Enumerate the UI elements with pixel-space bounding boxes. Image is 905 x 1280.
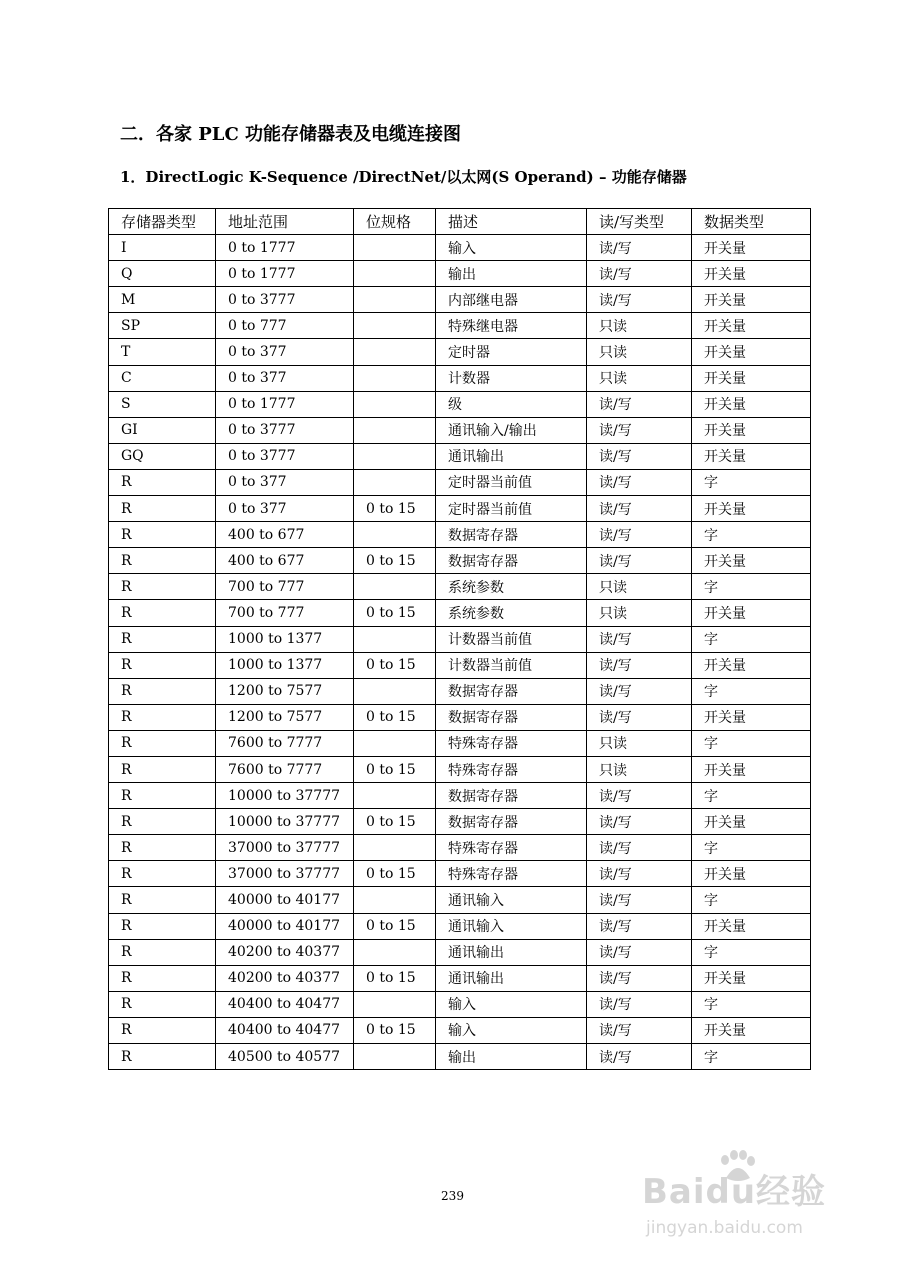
cell-rw-type: 读/写 xyxy=(587,548,692,574)
cell-bit-spec: 0 to 15 xyxy=(354,913,436,939)
table-body xyxy=(109,235,811,1070)
cell-description: 特殊寄存器 xyxy=(436,756,587,782)
cell-data-type: 字 xyxy=(692,1044,811,1070)
cell-bit-spec xyxy=(354,443,436,469)
cell-memory-type: SP xyxy=(109,313,216,339)
cell-data-type: 字 xyxy=(692,730,811,756)
header-address-range: 地址范围 xyxy=(216,209,354,235)
cell-bit-spec: 0 to 15 xyxy=(354,756,436,782)
table-row xyxy=(109,965,811,991)
cell-rw-type: 读/写 xyxy=(587,861,692,887)
cell-data-type: 开关量 xyxy=(692,261,811,287)
cell-data-type: 开关量 xyxy=(692,756,811,782)
cell-description: 计数器当前值 xyxy=(436,626,587,652)
cell-data-type: 开关量 xyxy=(692,235,811,261)
cell-description: 特殊继电器 xyxy=(436,313,587,339)
cell-data-type: 字 xyxy=(692,939,811,965)
cell-data-type: 开关量 xyxy=(692,417,811,443)
table-row xyxy=(109,756,811,782)
table-row xyxy=(109,991,811,1017)
cell-bit-spec xyxy=(354,365,436,391)
cell-description: 输出 xyxy=(436,261,587,287)
cell-bit-spec xyxy=(354,887,436,913)
cell-description: 通讯输入 xyxy=(436,887,587,913)
cell-bit-spec xyxy=(354,522,436,548)
cell-bit-spec: 0 to 15 xyxy=(354,704,436,730)
cell-rw-type: 只读 xyxy=(587,600,692,626)
cell-description: 定时器当前值 xyxy=(436,496,587,522)
cell-memory-type: R xyxy=(109,991,216,1017)
cell-description: 特殊寄存器 xyxy=(436,730,587,756)
cell-description: 定时器当前值 xyxy=(436,469,587,495)
table-row xyxy=(109,287,811,313)
table-row xyxy=(109,522,811,548)
cell-description: 通讯输出 xyxy=(436,939,587,965)
cell-description: 计数器 xyxy=(436,365,587,391)
table-row xyxy=(109,313,811,339)
cell-rw-type: 读/写 xyxy=(587,887,692,913)
table-row xyxy=(109,835,811,861)
cell-memory-type: R xyxy=(109,730,216,756)
memory-table xyxy=(108,208,811,1070)
cell-rw-type: 读/写 xyxy=(587,965,692,991)
cell-bit-spec: 0 to 15 xyxy=(354,809,436,835)
cell-rw-type: 读/写 xyxy=(587,939,692,965)
cell-data-type: 开关量 xyxy=(692,704,811,730)
cell-bit-spec xyxy=(354,417,436,443)
cell-description: 通讯输入/输出 xyxy=(436,417,587,443)
cell-memory-type: R xyxy=(109,1044,216,1070)
cell-memory-type: R xyxy=(109,809,216,835)
table-row xyxy=(109,235,811,261)
cell-description: 定时器 xyxy=(436,339,587,365)
cell-bit-spec xyxy=(354,261,436,287)
cell-bit-spec xyxy=(354,469,436,495)
cell-memory-type: R xyxy=(109,626,216,652)
cell-bit-spec xyxy=(354,783,436,809)
cell-memory-type: R xyxy=(109,887,216,913)
table-row xyxy=(109,365,811,391)
cell-bit-spec xyxy=(354,287,436,313)
cell-memory-type: GQ xyxy=(109,443,216,469)
cell-data-type: 字 xyxy=(692,626,811,652)
table-row xyxy=(109,730,811,756)
cell-bit-spec xyxy=(354,574,436,600)
cell-bit-spec xyxy=(354,391,436,417)
cell-address-range: 0 to 777 xyxy=(216,313,354,339)
watermark-logo-text: Baidu经验 xyxy=(642,1172,827,1212)
cell-rw-type: 读/写 xyxy=(587,522,692,548)
cell-rw-type: 读/写 xyxy=(587,835,692,861)
cell-data-type: 开关量 xyxy=(692,809,811,835)
cell-bit-spec: 0 to 15 xyxy=(354,600,436,626)
cell-bit-spec: 0 to 15 xyxy=(354,861,436,887)
cell-data-type: 字 xyxy=(692,887,811,913)
subsection-heading: 1．DirectLogic K-Sequence /DirectNet/以太网(S Operand) – 功能存储器 xyxy=(120,168,687,186)
cell-address-range: 700 to 777 xyxy=(216,600,354,626)
cell-rw-type: 只读 xyxy=(587,339,692,365)
cell-address-range: 40200 to 40377 xyxy=(216,965,354,991)
cell-rw-type: 只读 xyxy=(587,730,692,756)
cell-address-range: 1200 to 7577 xyxy=(216,704,354,730)
cell-memory-type: R xyxy=(109,783,216,809)
cell-data-type: 开关量 xyxy=(692,391,811,417)
cell-address-range: 0 to 377 xyxy=(216,496,354,522)
cell-address-range: 40000 to 40177 xyxy=(216,913,354,939)
table-row xyxy=(109,443,811,469)
cell-data-type: 字 xyxy=(692,469,811,495)
cell-description: 数据寄存器 xyxy=(436,548,587,574)
cell-memory-type: R xyxy=(109,835,216,861)
cell-description: 特殊寄存器 xyxy=(436,861,587,887)
cell-address-range: 1000 to 1377 xyxy=(216,626,354,652)
cell-memory-type: R xyxy=(109,522,216,548)
cell-rw-type: 读/写 xyxy=(587,1017,692,1043)
cell-address-range: 0 to 377 xyxy=(216,469,354,495)
cell-address-range: 40400 to 40477 xyxy=(216,1017,354,1043)
cell-address-range: 7600 to 7777 xyxy=(216,756,354,782)
table-row xyxy=(109,469,811,495)
cell-rw-type: 读/写 xyxy=(587,287,692,313)
table-header-row xyxy=(109,209,811,235)
header-rw-type: 读/写类型 xyxy=(587,209,692,235)
cell-memory-type: R xyxy=(109,861,216,887)
cell-bit-spec xyxy=(354,991,436,1017)
cell-data-type: 开关量 xyxy=(692,339,811,365)
baidu-watermark xyxy=(642,1150,882,1260)
cell-data-type: 字 xyxy=(692,522,811,548)
cell-memory-type: R xyxy=(109,913,216,939)
cell-data-type: 字 xyxy=(692,678,811,704)
cell-description: 系统参数 xyxy=(436,600,587,626)
cell-memory-type: R xyxy=(109,574,216,600)
cell-rw-type: 读/写 xyxy=(587,496,692,522)
cell-data-type: 开关量 xyxy=(692,548,811,574)
cell-address-range: 10000 to 37777 xyxy=(216,809,354,835)
cell-memory-type: R xyxy=(109,600,216,626)
cell-description: 数据寄存器 xyxy=(436,809,587,835)
cell-data-type: 开关量 xyxy=(692,1017,811,1043)
cell-bit-spec: 0 to 15 xyxy=(354,965,436,991)
cell-address-range: 10000 to 37777 xyxy=(216,783,354,809)
cell-data-type: 字 xyxy=(692,835,811,861)
cell-data-type: 开关量 xyxy=(692,287,811,313)
table-row xyxy=(109,1044,811,1070)
cell-rw-type: 读/写 xyxy=(587,809,692,835)
table-row xyxy=(109,783,811,809)
cell-rw-type: 读/写 xyxy=(587,469,692,495)
cell-rw-type: 读/写 xyxy=(587,783,692,809)
cell-description: 通讯输入 xyxy=(436,913,587,939)
cell-rw-type: 读/写 xyxy=(587,1044,692,1070)
cell-memory-type: R xyxy=(109,756,216,782)
cell-rw-type: 读/写 xyxy=(587,443,692,469)
cell-memory-type: R xyxy=(109,1017,216,1043)
cell-memory-type: M xyxy=(109,287,216,313)
cell-bit-spec xyxy=(354,313,436,339)
cell-data-type: 字 xyxy=(692,783,811,809)
cell-memory-type: R xyxy=(109,965,216,991)
cell-description: 数据寄存器 xyxy=(436,522,587,548)
header-data-type: 数据类型 xyxy=(692,209,811,235)
table-row xyxy=(109,704,811,730)
cell-address-range: 0 to 377 xyxy=(216,339,354,365)
table-row xyxy=(109,496,811,522)
cell-bit-spec: 0 to 15 xyxy=(354,652,436,678)
cell-description: 输入 xyxy=(436,991,587,1017)
cell-rw-type: 读/写 xyxy=(587,678,692,704)
table-row xyxy=(109,574,811,600)
cell-data-type: 开关量 xyxy=(692,496,811,522)
table-row xyxy=(109,261,811,287)
page-number: 239 xyxy=(441,1189,464,1203)
cell-memory-type: R xyxy=(109,496,216,522)
cell-bit-spec xyxy=(354,678,436,704)
cell-bit-spec xyxy=(354,235,436,261)
table-row xyxy=(109,600,811,626)
cell-memory-type: Q xyxy=(109,261,216,287)
section-heading: 二．各家 PLC 功能存储器表及电缆连接图 xyxy=(120,124,462,145)
cell-address-range: 0 to 377 xyxy=(216,365,354,391)
cell-memory-type: R xyxy=(109,678,216,704)
cell-address-range: 400 to 677 xyxy=(216,522,354,548)
cell-bit-spec xyxy=(354,1044,436,1070)
cell-data-type: 开关量 xyxy=(692,443,811,469)
cell-bit-spec xyxy=(354,339,436,365)
table-row xyxy=(109,339,811,365)
cell-bit-spec: 0 to 15 xyxy=(354,1017,436,1043)
cell-address-range: 0 to 3777 xyxy=(216,287,354,313)
cell-description: 计数器当前值 xyxy=(436,652,587,678)
cell-rw-type: 读/写 xyxy=(587,913,692,939)
cell-bit-spec xyxy=(354,626,436,652)
cell-rw-type: 只读 xyxy=(587,313,692,339)
cell-memory-type: R xyxy=(109,548,216,574)
cell-address-range: 700 to 777 xyxy=(216,574,354,600)
cell-rw-type: 读/写 xyxy=(587,417,692,443)
cell-memory-type: R xyxy=(109,704,216,730)
table-row xyxy=(109,809,811,835)
table-row xyxy=(109,626,811,652)
cell-data-type: 开关量 xyxy=(692,652,811,678)
cell-description: 数据寄存器 xyxy=(436,783,587,809)
cell-bit-spec xyxy=(354,730,436,756)
header-bit-spec: 位规格 xyxy=(354,209,436,235)
cell-bit-spec xyxy=(354,835,436,861)
cell-data-type: 开关量 xyxy=(692,313,811,339)
cell-rw-type: 读/写 xyxy=(587,261,692,287)
table-row xyxy=(109,887,811,913)
header-memory-type: 存储器类型 xyxy=(109,209,216,235)
cell-address-range: 0 to 1777 xyxy=(216,235,354,261)
cell-address-range: 0 to 1777 xyxy=(216,391,354,417)
header-description: 描述 xyxy=(436,209,587,235)
cell-address-range: 0 to 1777 xyxy=(216,261,354,287)
cell-address-range: 0 to 3777 xyxy=(216,417,354,443)
cell-rw-type: 只读 xyxy=(587,574,692,600)
cell-description: 数据寄存器 xyxy=(436,704,587,730)
table-row xyxy=(109,913,811,939)
cell-rw-type: 只读 xyxy=(587,365,692,391)
cell-address-range: 1200 to 7577 xyxy=(216,678,354,704)
cell-memory-type: R xyxy=(109,469,216,495)
cell-description: 内部继电器 xyxy=(436,287,587,313)
cell-data-type: 开关量 xyxy=(692,913,811,939)
cell-rw-type: 只读 xyxy=(587,756,692,782)
cell-memory-type: GI xyxy=(109,417,216,443)
cell-rw-type: 读/写 xyxy=(587,391,692,417)
cell-address-range: 40500 to 40577 xyxy=(216,1044,354,1070)
cell-rw-type: 读/写 xyxy=(587,652,692,678)
cell-description: 级 xyxy=(436,391,587,417)
cell-rw-type: 读/写 xyxy=(587,991,692,1017)
cell-memory-type: T xyxy=(109,339,216,365)
cell-description: 通讯输出 xyxy=(436,443,587,469)
cell-description: 数据寄存器 xyxy=(436,678,587,704)
table-row xyxy=(109,417,811,443)
cell-rw-type: 读/写 xyxy=(587,235,692,261)
cell-address-range: 7600 to 7777 xyxy=(216,730,354,756)
cell-memory-type: I xyxy=(109,235,216,261)
cell-description: 输出 xyxy=(436,1044,587,1070)
table-row xyxy=(109,861,811,887)
table-row xyxy=(109,939,811,965)
watermark-url: jingyan.baidu.com xyxy=(646,1218,803,1238)
table-row xyxy=(109,678,811,704)
table-row xyxy=(109,652,811,678)
cell-description: 输入 xyxy=(436,1017,587,1043)
cell-data-type: 字 xyxy=(692,574,811,600)
table-row xyxy=(109,391,811,417)
cell-memory-type: S xyxy=(109,391,216,417)
cell-address-range: 1000 to 1377 xyxy=(216,652,354,678)
cell-rw-type: 读/写 xyxy=(587,704,692,730)
cell-address-range: 40200 to 40377 xyxy=(216,939,354,965)
table-row xyxy=(109,1017,811,1043)
cell-memory-type: C xyxy=(109,365,216,391)
cell-address-range: 37000 to 37777 xyxy=(216,861,354,887)
cell-description: 特殊寄存器 xyxy=(436,835,587,861)
cell-address-range: 37000 to 37777 xyxy=(216,835,354,861)
cell-data-type: 开关量 xyxy=(692,861,811,887)
cell-data-type: 字 xyxy=(692,991,811,1017)
cell-address-range: 40400 to 40477 xyxy=(216,991,354,1017)
cell-bit-spec: 0 to 15 xyxy=(354,548,436,574)
cell-address-range: 400 to 677 xyxy=(216,548,354,574)
cell-data-type: 开关量 xyxy=(692,600,811,626)
cell-data-type: 开关量 xyxy=(692,365,811,391)
cell-description: 通讯输出 xyxy=(436,965,587,991)
cell-address-range: 0 to 3777 xyxy=(216,443,354,469)
cell-address-range: 40000 to 40177 xyxy=(216,887,354,913)
cell-memory-type: R xyxy=(109,939,216,965)
cell-description: 输入 xyxy=(436,235,587,261)
cell-memory-type: R xyxy=(109,652,216,678)
cell-rw-type: 读/写 xyxy=(587,626,692,652)
table-row xyxy=(109,548,811,574)
cell-bit-spec xyxy=(354,939,436,965)
cell-description: 系统参数 xyxy=(436,574,587,600)
cell-data-type: 开关量 xyxy=(692,965,811,991)
cell-bit-spec: 0 to 15 xyxy=(354,496,436,522)
